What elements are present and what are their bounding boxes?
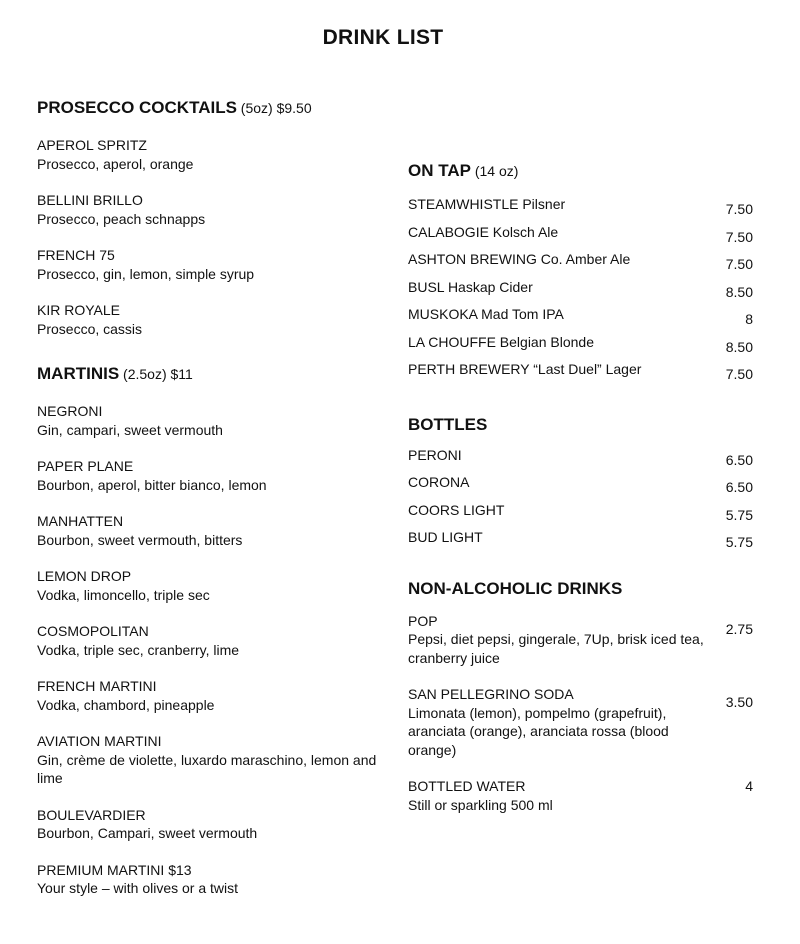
item-desc: Prosecco, aperol, orange — [37, 155, 194, 172]
section-heading — [37, 97, 377, 119]
item-desc: Bourbon, Campari, sweet vermouth — [37, 825, 258, 841]
menu-item — [37, 732, 377, 788]
item-price: 4 — [745, 778, 753, 794]
right-column — [408, 160, 753, 832]
menu-item — [37, 806, 377, 843]
item-desc: Gin, campari, sweet vermouth — [37, 421, 223, 438]
section-subtitle: (14 oz) — [470, 163, 519, 179]
item-desc: Limonata (lemon), pompelmo (grapefruit), aranciata (orange), aranciata rossa (blood orange) — [408, 704, 669, 758]
price-row — [408, 501, 753, 529]
price-row — [408, 473, 753, 501]
item-name: CORONA — [408, 474, 470, 490]
item-price: 8 — [745, 311, 753, 327]
item-price: 6.50 — [725, 479, 753, 495]
item-name: MUSKOKA Mad Tom IPA — [408, 306, 564, 322]
item-name: STEAMWHISTLE Pilsner — [408, 196, 566, 212]
section-subtitle: (2.5oz) $11 — [119, 366, 193, 382]
price-row — [408, 305, 753, 333]
item-desc: Prosecco, cassis — [37, 320, 143, 337]
price-row — [408, 250, 753, 278]
menu-item — [37, 457, 377, 494]
non-alcoholic-section — [408, 578, 753, 815]
item-desc: Prosecco, peach schnapps — [37, 210, 206, 227]
item-name: NEGRONI — [37, 403, 103, 419]
item-price: 7.50 — [725, 201, 753, 217]
martinis-section — [37, 363, 377, 898]
menu-item — [408, 612, 753, 668]
menu-item — [37, 567, 377, 604]
price-row — [408, 360, 753, 388]
item-name: FRENCH MARTINI — [37, 678, 157, 694]
item-desc: Bourbon, aperol, bitter bianco, lemon — [37, 476, 267, 493]
price-row — [408, 278, 753, 306]
item-price: 8.50 — [725, 338, 753, 355]
item-name: KIR ROYALE — [37, 302, 120, 318]
item-name: BOULEVARDIER — [37, 806, 146, 823]
item-name: COSMOPOLITAN — [37, 623, 149, 639]
item-price: 2.75 — [725, 620, 753, 637]
item-name: AVIATION MARTINI — [37, 733, 162, 749]
item-desc: Pepsi, diet pepsi, gingerale, 7Up, brisk iced tea, cranberry juice — [408, 631, 704, 666]
menu-item — [408, 685, 753, 759]
item-name: LA CHOUFFE Belgian Blonde — [408, 333, 594, 350]
item-desc: Gin, crème de violette, luxardo maraschino, lemon and lime — [37, 751, 377, 786]
item-desc: Vodka, limoncello, triple sec — [37, 586, 210, 603]
price-row — [408, 195, 753, 223]
section-subtitle: (5oz) $9.50 — [236, 100, 312, 116]
item-name: ASHTON BREWING Co. Amber Ale — [408, 251, 631, 267]
item-price: 3.50 — [725, 694, 753, 710]
menu-item — [37, 191, 377, 228]
menu-item — [37, 136, 377, 173]
price-row — [408, 446, 753, 474]
item-name: BELLINI BRILLO — [37, 192, 143, 208]
menu-item — [37, 402, 377, 439]
section-title: ON TAP — [408, 161, 471, 180]
item-price: 6.50 — [725, 451, 753, 468]
item-name: PREMIUM MARTINI $13 — [37, 861, 192, 878]
section-title: MARTINIS — [37, 364, 120, 383]
menu-item — [37, 861, 377, 898]
item-desc: Vodka, triple sec, cranberry, lime — [37, 641, 240, 658]
menu-item — [37, 677, 377, 714]
item-price: 5.75 — [725, 506, 753, 523]
item-desc: Still or sparkling 500 ml — [408, 796, 553, 813]
item-price: 8.50 — [725, 283, 753, 300]
menu-item — [37, 512, 377, 549]
section-title: PROSECCO COCKTAILS — [37, 98, 237, 117]
price-row — [408, 528, 753, 556]
item-name: CALABOGIE Kolsch Ale — [408, 223, 559, 240]
item-desc: Prosecco, gin, lemon, simple syrup — [37, 265, 255, 282]
section-heading: NON-ALCOHOLIC DRINKS — [408, 578, 623, 598]
item-desc: Vodka, chambord, pineapple — [37, 696, 215, 713]
item-desc: Your style – with olives or a twist — [37, 880, 239, 896]
menu-item — [37, 246, 377, 283]
item-name: PERTH BREWERY “Last Duel” Lager — [408, 361, 642, 377]
item-price: 7.50 — [725, 256, 753, 272]
item-name: BUSL Haskap Cider — [408, 278, 533, 295]
item-name: PAPER PLANE — [37, 458, 134, 474]
item-name: SAN PELLEGRINO SODA — [408, 686, 574, 702]
prosecco-section — [37, 97, 377, 338]
item-name: LEMON DROP — [37, 568, 132, 584]
price-row — [408, 333, 753, 361]
item-name: FRENCH 75 — [37, 247, 115, 263]
price-row — [408, 223, 753, 251]
item-name: POP — [408, 612, 438, 629]
item-price: 7.50 — [725, 366, 753, 382]
on-tap-section — [408, 160, 753, 388]
page-title: DRINK LIST — [322, 26, 444, 49]
item-name: BUD LIGHT — [408, 529, 483, 545]
menu-item — [37, 301, 377, 338]
section-heading — [408, 160, 753, 182]
item-price: 5.75 — [725, 534, 753, 550]
item-name: APEROL SPRITZ — [37, 137, 147, 153]
section-heading: BOTTLES — [408, 414, 488, 434]
item-name: MANHATTEN — [37, 513, 124, 529]
bottles-section — [408, 414, 753, 556]
item-name: PERONI — [408, 446, 462, 463]
menu-item — [408, 777, 753, 814]
section-heading — [37, 363, 377, 385]
item-name: BOTTLED WATER — [408, 778, 526, 794]
menu-item — [37, 622, 377, 659]
item-desc: Bourbon, sweet vermouth, bitters — [37, 531, 243, 548]
left-column — [37, 97, 377, 916]
item-price: 7.50 — [725, 228, 753, 245]
item-name: COORS LIGHT — [408, 501, 505, 518]
